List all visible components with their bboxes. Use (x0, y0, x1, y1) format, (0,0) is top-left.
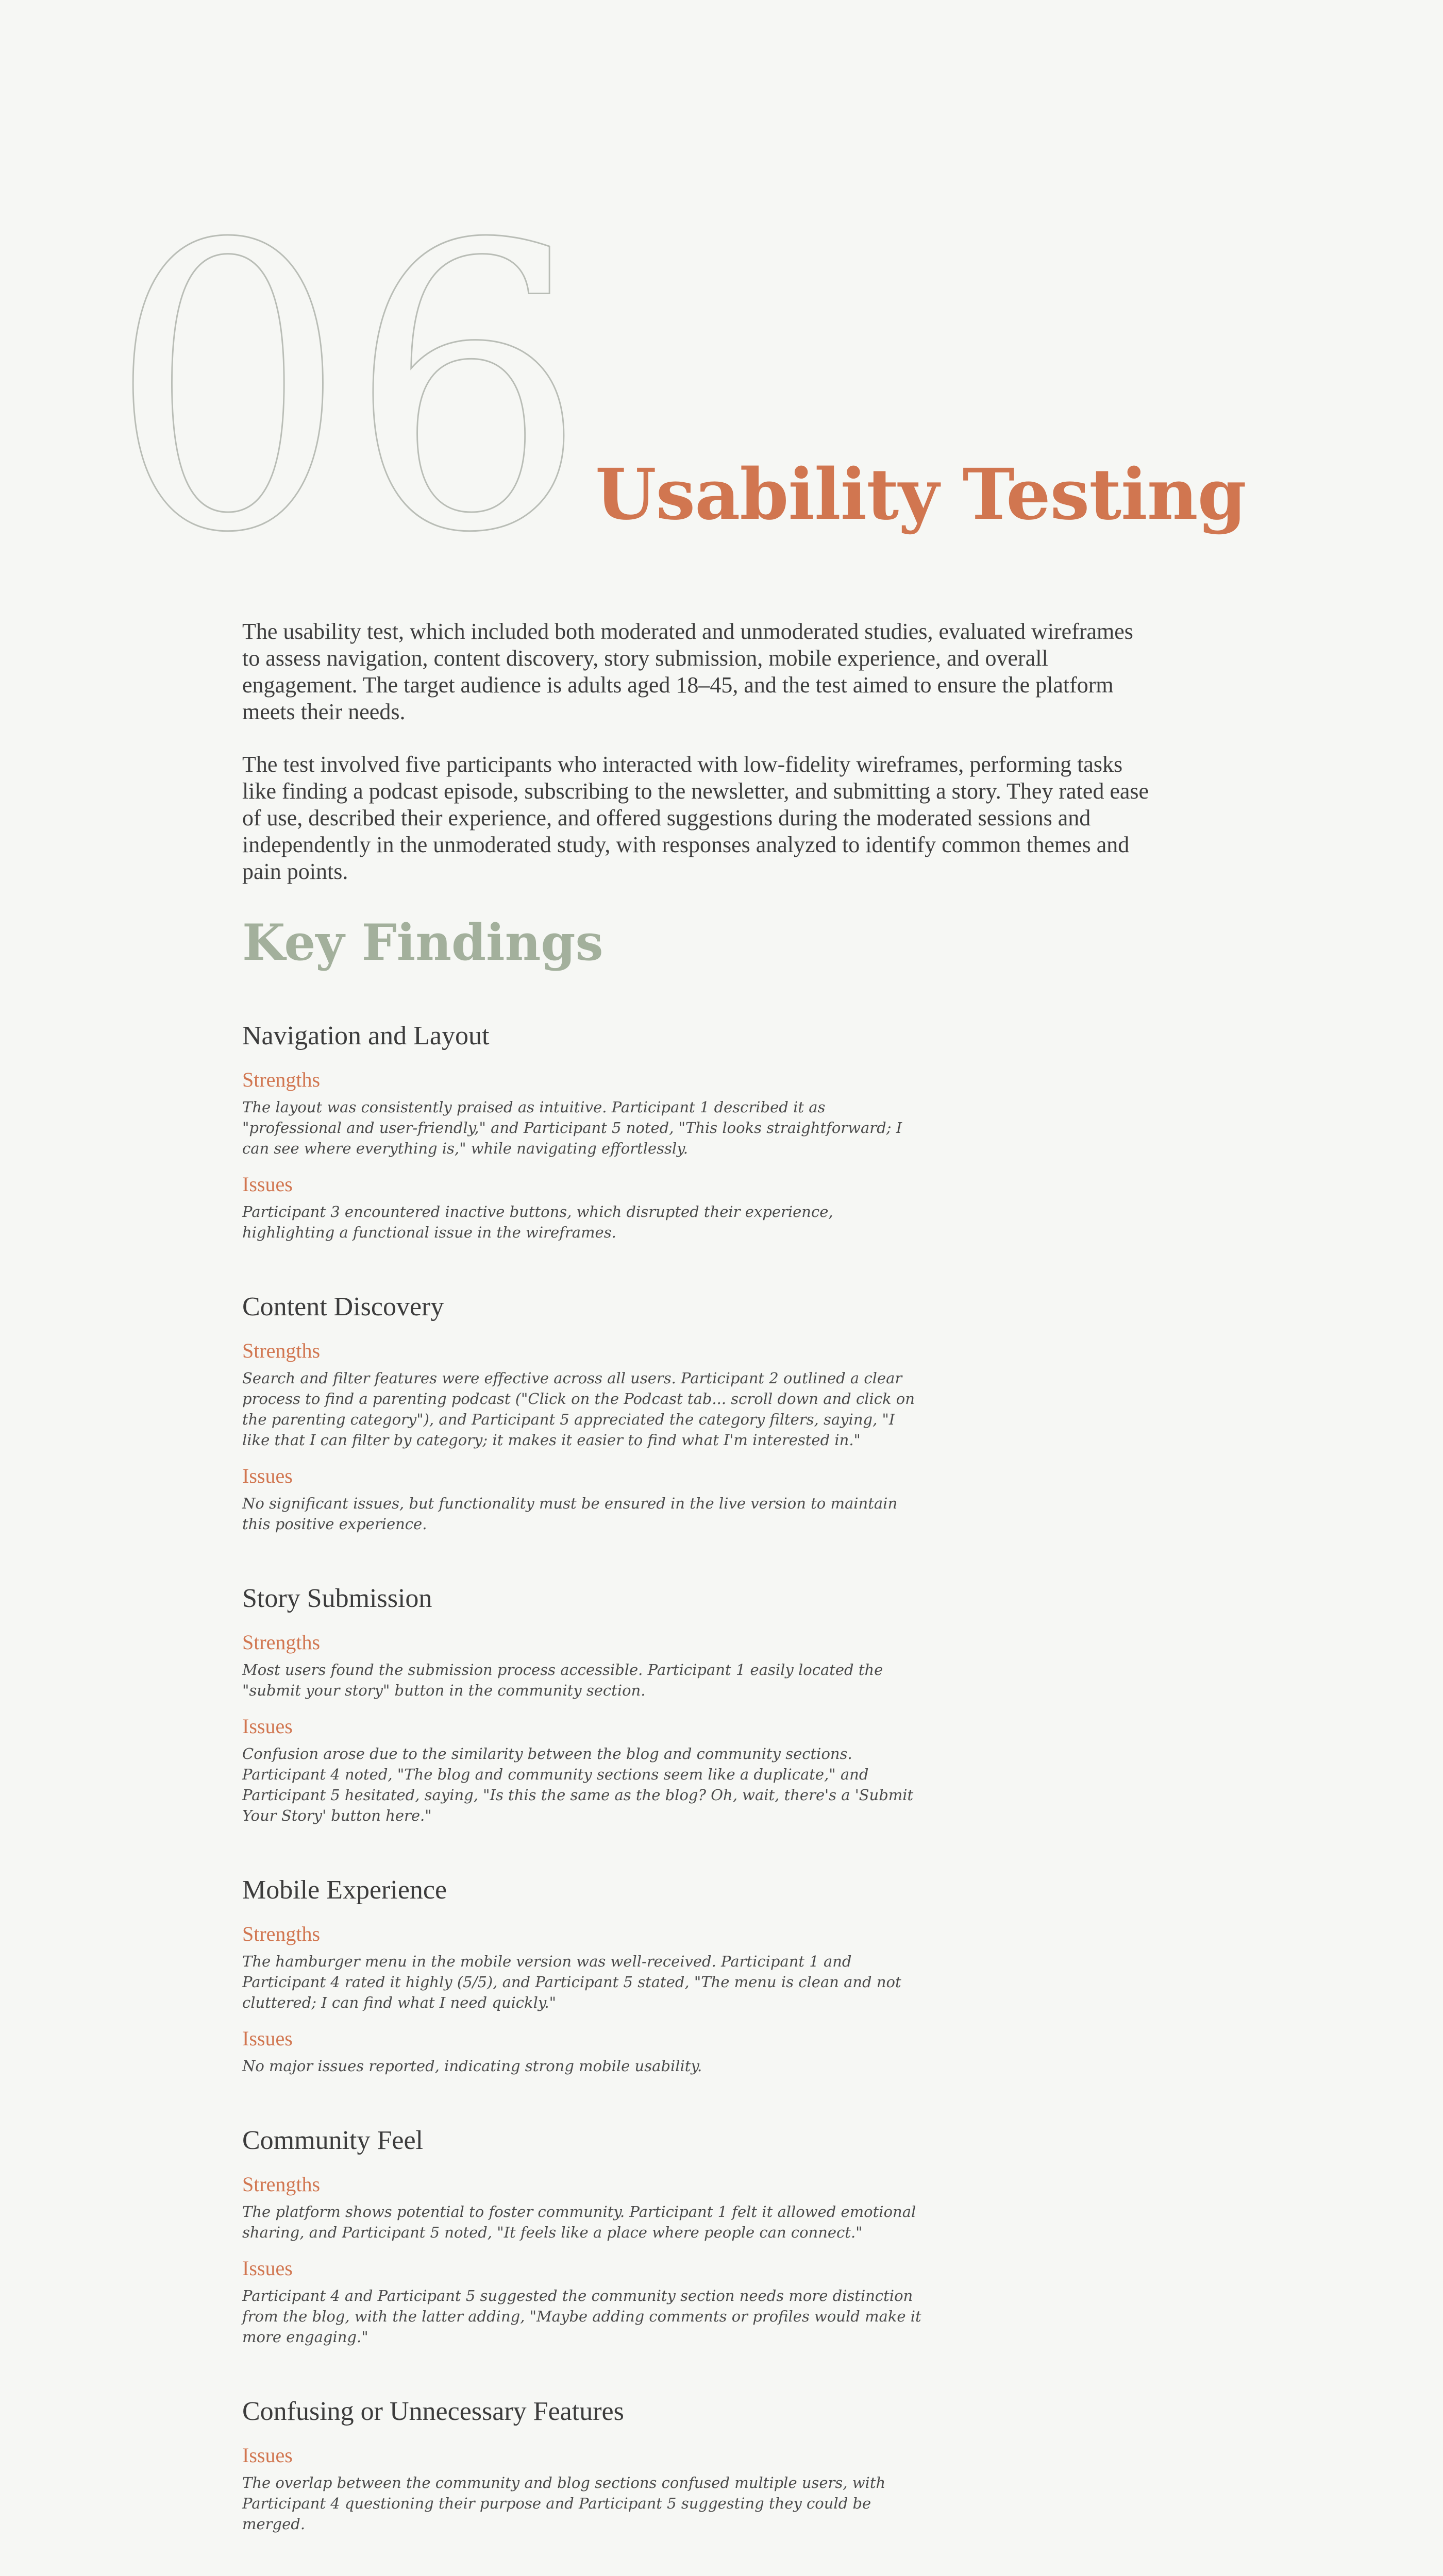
finding-content-discovery (242, 1292, 922, 1534)
issues-label: Issues (242, 2257, 293, 2280)
finding-navigation-layout (242, 1021, 922, 1243)
strengths-label: Strengths (242, 1068, 321, 1091)
finding-title: Content Discovery (242, 1292, 444, 1321)
finding-title: Community Feel (242, 2126, 423, 2155)
intro (242, 618, 1149, 885)
finding-story-submission (242, 1583, 922, 1826)
issues-text: Confusion arose due to the similarity between the blog and community sections. Participant 4 noted, "The blog and community sections seem like a duplicate," and Participant 5 hesitated, saying, "Is this the same as the blog? Oh, wait, there's a 'Submit Your Story' button here." (242, 1745, 914, 1824)
issues-label: Issues (242, 1173, 293, 1196)
strengths-text: The hamburger menu in the mobile version was well-received. Participant 1 and Participant 4 rated it highly (5/5), and Participant 5 stated, "The menu is clean and not cluttered; I can find what I need quickly." (242, 1953, 901, 2011)
key-findings-heading: Key Findings (242, 913, 603, 972)
issues-text: Participant 3 encountered inactive buttons, which disrupted their experience, highlighting a functional issue in the wireframes. (242, 1203, 833, 1241)
finding-confusing-features (242, 2396, 922, 2534)
finding-title: Mobile Experience (242, 1875, 447, 1905)
finding-title: Navigation and Layout (242, 1021, 490, 1050)
finding-community-feel (242, 2125, 922, 2347)
page-title: Usability Testing (595, 453, 1246, 536)
finding-title: Story Submission (242, 1584, 432, 1613)
issues-text: No significant issues, but functionality must be ensured in the live version to maintain this positive experience. (242, 1495, 898, 1533)
issues-text: No major issues reported, indicating strong mobile usability. (242, 2057, 702, 2075)
finding-mobile-experience (242, 1875, 922, 2076)
section-number-text: 06 (108, 185, 588, 546)
strengths-label: Strengths (242, 2173, 321, 2196)
strengths-text: The layout was consistently praised as intuitive. Participant 1 described it as "professional and user-friendly," and Participant 5 noted, "This looks straightforward; I can see where everything is," while navigating effortlessly. (242, 1098, 902, 1157)
issues-label: Issues (242, 2444, 293, 2467)
intro-paragraph: The usability test, which included both moderated and unmoderated studies, evaluated wireframes to assess navigation, content discovery, story submission, mobile experience, and overall engagement. The target audience is adults aged 18–45, and the test aimed to ensure the platform meets their needs. (242, 619, 1133, 724)
section-number (108, 185, 593, 546)
issues-label: Issues (242, 2027, 293, 2050)
issues-label: Issues (242, 1715, 293, 1738)
intro-paragraph: The test involved five participants who interacted with low-fidelity wireframes, performing tasks like finding a podcast episode, subscribing to the newsletter, and submitting a story. They rated ease of use, described their experience, and offered suggestions during the moderated sessions and independently in the unmoderated study, with responses analyzed to identify common themes and pain points. (242, 752, 1149, 884)
issues-text: Participant 4 and Participant 5 suggested the community section needs more distinction from the blog, with the latter adding, "Maybe adding comments or profiles would make it more engaging." (242, 2287, 921, 2346)
strengths-text: Most users found the submission process accessible. Participant 1 easily located the "submit your story" button in the community section. (242, 1661, 883, 1699)
findings-list (242, 1021, 1149, 2534)
strengths-text: The platform shows potential to foster community. Participant 1 felt it allowed emotional sharing, and Participant 5 noted, "It feels like a place where people can connect." (242, 2203, 916, 2241)
strengths-text: Search and filter features were effective across all users. Participant 2 outlined a clear process to find a parenting podcast ("Click on the Podcast tab... scroll down and click on the parenting category"), and Participant 5 appreciated the category filters, saying, "I like that I can filter by category; it makes it easier to find what I'm interested in." (242, 1369, 915, 1449)
main-content (242, 618, 1149, 2576)
finding-title: Confusing or Unnecessary Features (242, 2397, 624, 2426)
issues-text: The overlap between the community and blog sections confused multiple users, with Participant 4 questioning their purpose and Participant 5 suggesting they could be merged. (242, 2474, 886, 2533)
strengths-label: Strengths (242, 1339, 321, 1362)
strengths-label: Strengths (242, 1631, 321, 1654)
issues-label: Issues (242, 1464, 293, 1487)
strengths-label: Strengths (242, 1922, 321, 1945)
